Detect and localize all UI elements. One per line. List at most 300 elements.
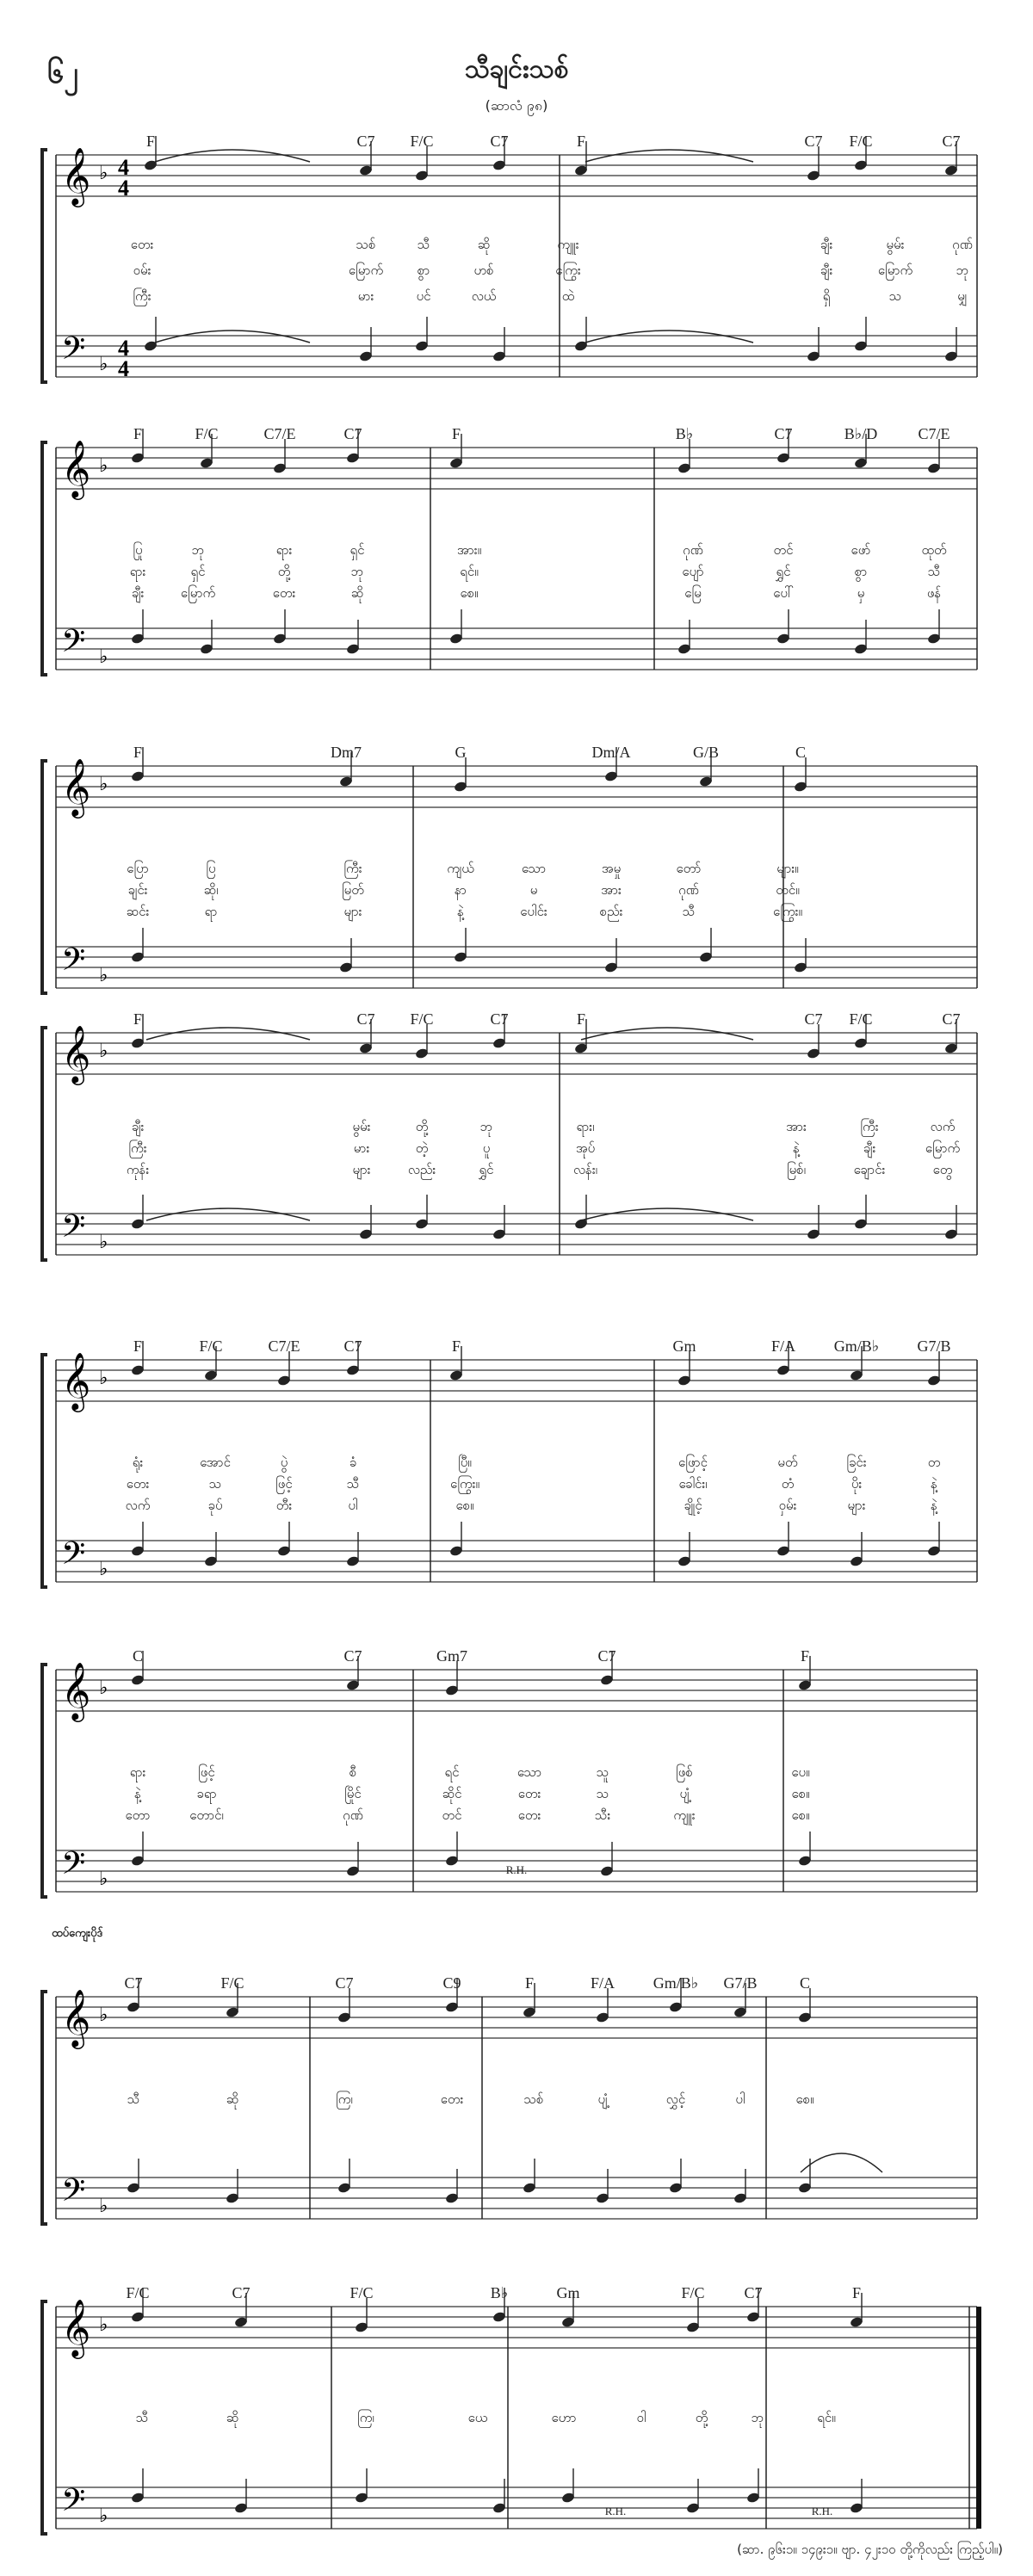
lyric-syllable: ဆို: [226, 2091, 239, 2107]
lyric-syllable: ကုန်း: [126, 1162, 150, 1177]
hymn-number: ၆၂: [47, 56, 78, 90]
lyric-syllable: ခြင်း: [846, 1455, 867, 1470]
lyric-syllable: မွမ်း: [352, 1119, 371, 1134]
system-8: [0, 2272, 1033, 2556]
chord-symbol: G7/B: [917, 1337, 951, 1355]
staff-system-graphic: [0, 413, 1033, 697]
system-bracket: [42, 2301, 47, 2534]
key-signature-flat-icon: ♭: [99, 455, 108, 477]
chord-symbol: G: [455, 744, 467, 761]
lyric-syllable: ဆင်း: [126, 904, 150, 919]
chord-symbol: C7: [343, 425, 362, 442]
bass-staff: [56, 2178, 977, 2219]
lyric-syllable: သစ်: [356, 237, 376, 252]
lyric-syllable: တော: [125, 1807, 151, 1823]
lyric-syllable: မတ်: [777, 1455, 798, 1470]
lyric-syllable: ချင်း: [127, 882, 148, 898]
lyric-syllable: နဲ့: [457, 904, 464, 919]
lyric-syllable: ဆို၊: [203, 882, 219, 898]
lyric-syllable: ဆိုင်: [442, 1786, 462, 1801]
lyric-syllable: ကြ၊: [336, 2091, 353, 2107]
tie: [155, 330, 310, 343]
chord-symbol: C7: [356, 133, 375, 150]
tie: [585, 150, 753, 162]
system-bracket: [42, 442, 47, 675]
lyric-syllable: ဘု: [751, 2410, 764, 2425]
bass-clef-icon: 𝄢: [61, 330, 86, 374]
bass-clef-icon: 𝄢: [61, 2172, 86, 2216]
tie: [146, 1028, 310, 1040]
lyric-syllable: မား: [353, 1140, 370, 1156]
system-2: [0, 413, 1033, 697]
lyric-syllable: ပြော: [127, 861, 149, 876]
chord-symbol: F/C: [220, 1974, 244, 1992]
lyric-syllable: မြိုင်: [344, 1786, 362, 1801]
bass-clef-icon: 𝄢: [61, 942, 86, 985]
lyric-syllable: ခုပ်: [207, 1498, 223, 1513]
lyric-syllable: ပင်: [416, 288, 431, 304]
lyric-syllable: မြစ်၊: [787, 1162, 806, 1177]
chord-symbol: F/C: [349, 2284, 374, 2301]
lyric-syllable: ကျူး: [557, 237, 579, 252]
chord-symbol: Gm: [672, 1337, 696, 1355]
treble-staff: [56, 1997, 977, 2038]
treble-clef-icon: 𝄞: [61, 146, 91, 205]
lyric-syllable: ပါ: [348, 1498, 358, 1513]
chord-symbol: B♭: [675, 425, 694, 442]
lyric-syllable: တေး: [517, 1807, 541, 1823]
lyric-syllable: သ: [888, 288, 902, 304]
lyric-syllable: စီ: [349, 1764, 357, 1780]
system-1: [0, 120, 1033, 405]
lyric-syllable: သစ်: [523, 2091, 544, 2107]
lyric-syllable: မား: [357, 288, 374, 304]
key-signature-flat-icon: ♭: [99, 1232, 108, 1253]
right-hand-label: R.H.: [505, 1863, 528, 1876]
lyric-syllable: ပျော်: [682, 564, 704, 579]
lyric-syllable: ရင်: [444, 1764, 460, 1780]
lyric-syllable: ဖော်: [851, 542, 871, 558]
lyric-syllable: ရား: [275, 542, 293, 558]
lyric-syllable: အောင်: [200, 1455, 231, 1470]
lyric-syllable: ရာ: [204, 904, 218, 919]
chord-symbol: F: [576, 133, 586, 150]
lyric-syllable: ကြီး: [128, 1140, 147, 1156]
chord-symbol: F: [451, 425, 461, 442]
lyric-syllable: ရွှင်: [479, 1162, 494, 1177]
chord-symbol: F: [576, 1010, 586, 1028]
lyric-syllable: ပူ: [482, 1140, 491, 1156]
tie: [581, 1208, 753, 1220]
lyric-syllable: ရား: [129, 1764, 146, 1780]
chord-symbol: C7: [804, 1010, 823, 1028]
lyric-syllable: သီ: [417, 237, 430, 252]
lyric-syllable: ပေါ်: [773, 585, 794, 601]
lyric-syllable: တင်။: [776, 882, 800, 898]
lyric-syllable: ဖြင့်: [275, 1476, 293, 1492]
lyric-syllable: ချီး: [131, 585, 145, 601]
lyric-syllable: ချီး: [820, 237, 833, 252]
lyric-syllable: ဖန်: [926, 585, 942, 601]
lyric-syllable: ပိုး: [851, 1476, 863, 1492]
lyric-syllable: သ: [208, 1476, 222, 1492]
treble-staff: [56, 1670, 977, 1711]
tie: [155, 150, 310, 162]
lyric-syllable: ချီး: [131, 1119, 145, 1134]
lyric-syllable: တေး: [130, 237, 154, 252]
lyric-syllable: ဆို: [226, 2410, 239, 2425]
tie: [585, 330, 753, 343]
lyric-syllable: ခံ: [349, 1455, 357, 1470]
lyric-syllable: ရှင်: [349, 542, 365, 558]
lyric-syllable: ကြွေး: [555, 263, 581, 278]
lyric-syllable: တို့: [415, 1119, 429, 1134]
chord-symbol: Dm7: [331, 744, 362, 761]
system-bracket: [42, 1665, 47, 1897]
chord-symbol: C7: [804, 133, 823, 150]
chord-symbol: Dm/A: [591, 744, 631, 761]
chord-symbol: F/C: [410, 133, 434, 150]
lyric-syllable: များ။: [776, 861, 799, 876]
chord-symbol: C7/E: [268, 1337, 300, 1355]
bass-clef-icon: 𝄢: [61, 623, 86, 667]
lyric-syllable: လက်: [930, 1119, 956, 1134]
treble-clef-icon: 𝄞: [61, 2298, 91, 2357]
lyric-syllable: ဘု: [479, 1119, 493, 1134]
lyric-syllable: တင်: [442, 1807, 462, 1823]
chord-symbol: F: [851, 2284, 862, 2301]
lyric-syllable: နဲ့: [793, 1140, 800, 1156]
lyric-syllable: ကြီး: [860, 1119, 879, 1134]
treble-staff: [56, 2307, 977, 2348]
lyric-syllable: တီး: [275, 1498, 293, 1513]
lyric-syllable: အား: [786, 1119, 807, 1134]
lyric-syllable: ပြီ။: [458, 1455, 472, 1470]
staff-system-graphic: [0, 2272, 1033, 2556]
lyric-syllable: ထုတ်: [921, 542, 947, 558]
chord-symbol: F/C: [849, 133, 873, 150]
lyric-syllable: သီ: [346, 1476, 360, 1492]
chord-symbol: F: [524, 1974, 535, 1992]
treble-clef-icon: 𝄞: [61, 1988, 91, 2047]
lyric-syllable: စွာ: [854, 564, 868, 579]
lyric-syllable: သီ: [127, 2091, 140, 2107]
chord-symbol: F: [133, 1337, 143, 1355]
treble-clef-icon: 𝄞: [61, 1351, 91, 1410]
lyric-syllable: ဘု: [956, 263, 969, 278]
chord-symbol: F: [133, 744, 143, 761]
lyric-syllable: ကြီး: [343, 861, 362, 876]
system-7: [0, 1962, 1033, 2246]
lyric-syllable: ပြ: [206, 861, 216, 876]
lyric-syllable: ပျံ့: [597, 2091, 608, 2107]
scripture-reference: (ဆာလံ ၉၈): [485, 97, 548, 114]
lyric-syllable: သီ: [682, 904, 696, 919]
lyric-syllable: တေး: [440, 2091, 464, 2107]
staff-system-graphic: [0, 1325, 1033, 1609]
chord-symbol: C: [132, 1647, 144, 1665]
lyric-syllable: နဲ့: [134, 1786, 141, 1801]
system-bracket: [42, 761, 47, 993]
chord-symbol: F/C: [195, 425, 219, 442]
lyric-syllable: စေ။: [460, 585, 479, 601]
lyric-syllable: လန်း၊: [572, 1162, 598, 1177]
treble-clef-icon: 𝄞: [61, 439, 91, 497]
lyric-syllable: ခရာ: [196, 1786, 217, 1801]
treble-staff: [56, 448, 977, 489]
lyric-syllable: ဂုဏ်: [683, 542, 703, 558]
key-signature-flat-icon: ♭: [99, 774, 108, 795]
chord-symbol: C7: [124, 1974, 143, 1992]
lyric-syllable: ဂုဏ်: [343, 1807, 363, 1823]
tie: [581, 1028, 753, 1040]
chord-symbol: C: [795, 744, 807, 761]
bass-clef-icon: 𝄢: [61, 1535, 86, 1579]
lyric-syllable: ရုံး: [132, 1455, 144, 1470]
time-signature-top: 4: [118, 336, 129, 361]
key-signature-flat-icon: ♭: [99, 1368, 108, 1389]
lyric-syllable: ယေ: [467, 2410, 488, 2425]
lyric-syllable: ခေါင်း၊: [678, 1476, 708, 1492]
bass-staff: [56, 1541, 977, 1582]
lyric-syllable: မြောက်: [925, 1140, 961, 1156]
lyric-syllable: သော: [516, 1764, 542, 1780]
lyric-syllable: စည်း: [599, 904, 623, 919]
lyric-syllable: မြေ: [684, 585, 702, 601]
lyric-syllable: များ: [847, 1498, 866, 1513]
chord-symbol: F/A: [770, 1337, 796, 1355]
treble-staff: [56, 1033, 977, 1074]
key-signature-flat-icon: ♭: [99, 354, 108, 375]
chord-symbol: C9: [442, 1974, 461, 1992]
refrain-label: ထပ်ကျေးပိုဒ်: [52, 1927, 103, 1940]
key-signature-flat-icon: ♭: [99, 646, 108, 668]
lyric-syllable: တို့: [277, 564, 291, 579]
chord-symbol: C: [799, 1974, 811, 1992]
lyric-syllable: ကျယ်: [447, 861, 474, 876]
chord-symbol: C7: [774, 425, 793, 442]
lyric-syllable: ရား: [129, 564, 146, 579]
lyric-syllable: ပေ။: [791, 1764, 810, 1780]
key-signature-flat-icon: ♭: [99, 2005, 108, 2026]
chord-symbol: Gm: [556, 2284, 580, 2301]
staff-system-graphic: [0, 1962, 1033, 2246]
system-6: [0, 1635, 1033, 1940]
lyric-syllable: ပွဲ: [280, 1455, 288, 1470]
lyric-syllable: တ: [927, 1455, 941, 1470]
lyric-syllable: ချိုင့်: [684, 1498, 702, 1513]
chord-symbol: C7/E: [263, 425, 296, 442]
chord-symbol: F: [145, 133, 156, 150]
lyric-syllable: သ: [596, 1786, 609, 1801]
chord-symbol: F: [133, 425, 143, 442]
system-3: [0, 732, 1033, 1016]
key-signature-flat-icon: ♭: [99, 2505, 108, 2527]
right-hand-label: R.H.: [811, 2505, 833, 2517]
lyric-syllable: တွေ: [932, 1162, 953, 1177]
lyric-syllable: တင်: [773, 542, 794, 558]
lyric-syllable: ကျူး: [673, 1807, 696, 1823]
lyric-syllable: ဝှမ်း: [778, 1498, 797, 1513]
lyric-syllable: ဖြင့်: [198, 1764, 215, 1780]
hymn-title: သီချင်းသစ်: [464, 54, 569, 84]
chord-symbol: F/C: [199, 1337, 223, 1355]
chord-symbol: G7/B: [723, 1974, 758, 1992]
lyric-syllable: လက်: [125, 1498, 151, 1513]
key-signature-flat-icon: ♭: [99, 1041, 108, 1062]
lyric-syllable: မြောက်: [348, 263, 384, 278]
lyric-syllable: ဟစ်: [473, 263, 494, 278]
lyric-syllable: ရှင်: [190, 564, 206, 579]
lyric-syllable: ရွှင်: [776, 564, 791, 579]
lyric-syllable: အမှု: [601, 861, 622, 876]
bass-staff: [56, 628, 977, 670]
lyric-syllable: မြောက်: [180, 585, 216, 601]
lyric-syllable: ပါ: [735, 2091, 745, 2107]
key-signature-flat-icon: ♭: [99, 2314, 108, 2336]
lyric-syllable: စေ။: [791, 1807, 810, 1823]
system-5: [0, 1325, 1033, 1609]
lyric-syllable: ရှိ: [822, 288, 831, 304]
lyric-syllable: တံ: [781, 1476, 795, 1492]
lyric-syllable: စေ။: [795, 2091, 814, 2107]
lyric-syllable: သီ: [927, 564, 941, 579]
tie: [146, 1208, 310, 1220]
lyric-syllable: ကြီး: [133, 288, 152, 304]
chord-symbol: C7: [744, 2284, 763, 2301]
lyric-syllable: ချီး: [863, 1140, 876, 1156]
chord-symbol: C7: [490, 133, 509, 150]
lyric-syllable: တို့: [695, 2410, 708, 2425]
lyric-syllable: တဲ့: [415, 1140, 429, 1156]
chord-symbol: C7: [356, 1010, 375, 1028]
lyric-syllable: ချီး: [820, 263, 833, 278]
time-signature-bottom: 4: [118, 176, 129, 201]
lyric-syllable: ရင်။: [817, 2410, 836, 2425]
lyric-syllable: မြောက်: [877, 263, 913, 278]
staff-system-graphic: [0, 732, 1033, 1016]
chord-symbol: C7/E: [918, 425, 950, 442]
chord-symbol: G/B: [692, 744, 720, 761]
bass-clef-icon: 𝄢: [61, 1208, 86, 1252]
bass-staff: [56, 1214, 977, 1255]
chord-symbol: C7: [942, 133, 961, 150]
bass-clef-icon: 𝄢: [61, 2482, 86, 2526]
cross-reference-footer: (ဆာ. ၉၆း၁။ ၁၄၉း၁။ ဗျာ. ၄၂း၁၀ တို့ကိုလည်း ကြည့်ပါ။): [737, 2542, 1003, 2557]
lyric-syllable: စေ။: [455, 1498, 474, 1513]
lyric-syllable: ပေါင်း: [520, 904, 547, 919]
chord-symbol: C7: [597, 1647, 616, 1665]
lyric-syllable: နဲ့: [931, 1498, 937, 1513]
chord-symbol: F/C: [410, 1010, 434, 1028]
chord-symbol: C7: [335, 1974, 354, 1992]
lyric-syllable: သူ: [596, 1764, 609, 1780]
treble-staff: [56, 155, 977, 196]
lyric-syllable: မွမ်း: [886, 237, 905, 252]
lyric-syllable: တေး: [126, 1476, 150, 1492]
final-barline: [976, 2307, 981, 2529]
lyric-syllable: များ: [352, 1162, 371, 1177]
lyric-syllable: ဆို: [477, 237, 491, 252]
lyric-syllable: ပြု: [133, 542, 143, 558]
lyric-syllable: ထဲ: [561, 288, 575, 304]
lyric-syllable: သီး: [594, 1807, 611, 1823]
chord-symbol: F/C: [681, 2284, 705, 2301]
bass-staff: [56, 2487, 977, 2529]
lyric-syllable: အား: [601, 882, 622, 898]
treble-clef-icon: 𝄞: [61, 1024, 91, 1083]
lyric-syllable: ရား၊: [576, 1119, 595, 1134]
chord-symbol: B♭/D: [844, 425, 878, 442]
lyric-syllable: သော: [521, 861, 547, 876]
lyric-syllable: ဟော: [551, 2410, 577, 2425]
system-bracket: [42, 1992, 47, 2224]
chord-symbol: F: [451, 1337, 461, 1355]
lyric-syllable: ပျံ့: [679, 1786, 690, 1801]
chord-symbol: C7: [343, 1647, 362, 1665]
chord-symbol: Gm/B♭: [653, 1974, 699, 1992]
lyric-syllable: လွှင့်: [665, 2091, 686, 2107]
lyric-syllable: သီ: [135, 2410, 149, 2425]
lyric-syllable: စေ။: [791, 1786, 810, 1801]
chord-symbol: C7: [490, 1010, 509, 1028]
chord-symbol: Gm7: [436, 1647, 467, 1665]
lyric-syllable: ဝမ်း: [133, 263, 152, 278]
lyric-syllable: မ: [529, 882, 538, 898]
lyric-syllable: တေး: [517, 1786, 541, 1801]
system-bracket: [42, 150, 47, 382]
lyric-syllable: ချောင်း: [853, 1162, 886, 1177]
system-4: [0, 998, 1033, 1282]
lyric-syllable: မှ: [857, 585, 865, 601]
chord-symbol: F/A: [590, 1974, 615, 1992]
right-hand-label: R.H.: [604, 2505, 627, 2517]
chord-symbol: C7: [942, 1010, 961, 1028]
chord-symbol: B♭: [490, 2284, 509, 2301]
lyric-syllable: ကြွေး။: [773, 904, 802, 919]
chord-symbol: F/C: [849, 1010, 873, 1028]
key-signature-flat-icon: ♭: [99, 2196, 108, 2217]
system-bracket: [42, 1355, 47, 1587]
system-bracket: [42, 1028, 47, 1260]
bass-clef-icon: 𝄢: [61, 1845, 86, 1889]
time-signature-top: 4: [118, 155, 129, 180]
treble-clef-icon: 𝄞: [61, 1661, 91, 1720]
lyric-syllable: ဆို: [350, 585, 364, 601]
time-signature-bottom: 4: [118, 356, 129, 381]
treble-clef-icon: 𝄞: [61, 757, 91, 816]
lyric-syllable: ဝါ: [636, 2410, 646, 2425]
lyric-syllable: ဂုဏ်: [952, 237, 973, 252]
key-signature-flat-icon: ♭: [99, 1559, 108, 1580]
lyric-syllable: ဖြစ်: [676, 1764, 693, 1780]
lyric-syllable: နာ: [455, 882, 467, 898]
lyric-syllable: ကြွေး။: [450, 1476, 479, 1492]
lyric-syllable: ဘု: [191, 542, 205, 558]
lyric-syllable: အုပ်: [575, 1140, 596, 1156]
key-signature-flat-icon: ♭: [99, 1869, 108, 1890]
lyric-syllable: ရင်။: [460, 564, 479, 579]
lyric-syllable: လယ်: [471, 288, 497, 304]
lyric-syllable: နဲ့: [931, 1476, 937, 1492]
bass-staff: [56, 336, 977, 377]
lyric-syllable: တောင်၊: [189, 1807, 224, 1823]
chord-symbol: F: [133, 1010, 143, 1028]
key-signature-flat-icon: ♭: [99, 1677, 108, 1699]
chord-symbol: C7: [232, 2284, 251, 2301]
treble-staff: [56, 1360, 977, 1401]
slur: [801, 2153, 882, 2172]
